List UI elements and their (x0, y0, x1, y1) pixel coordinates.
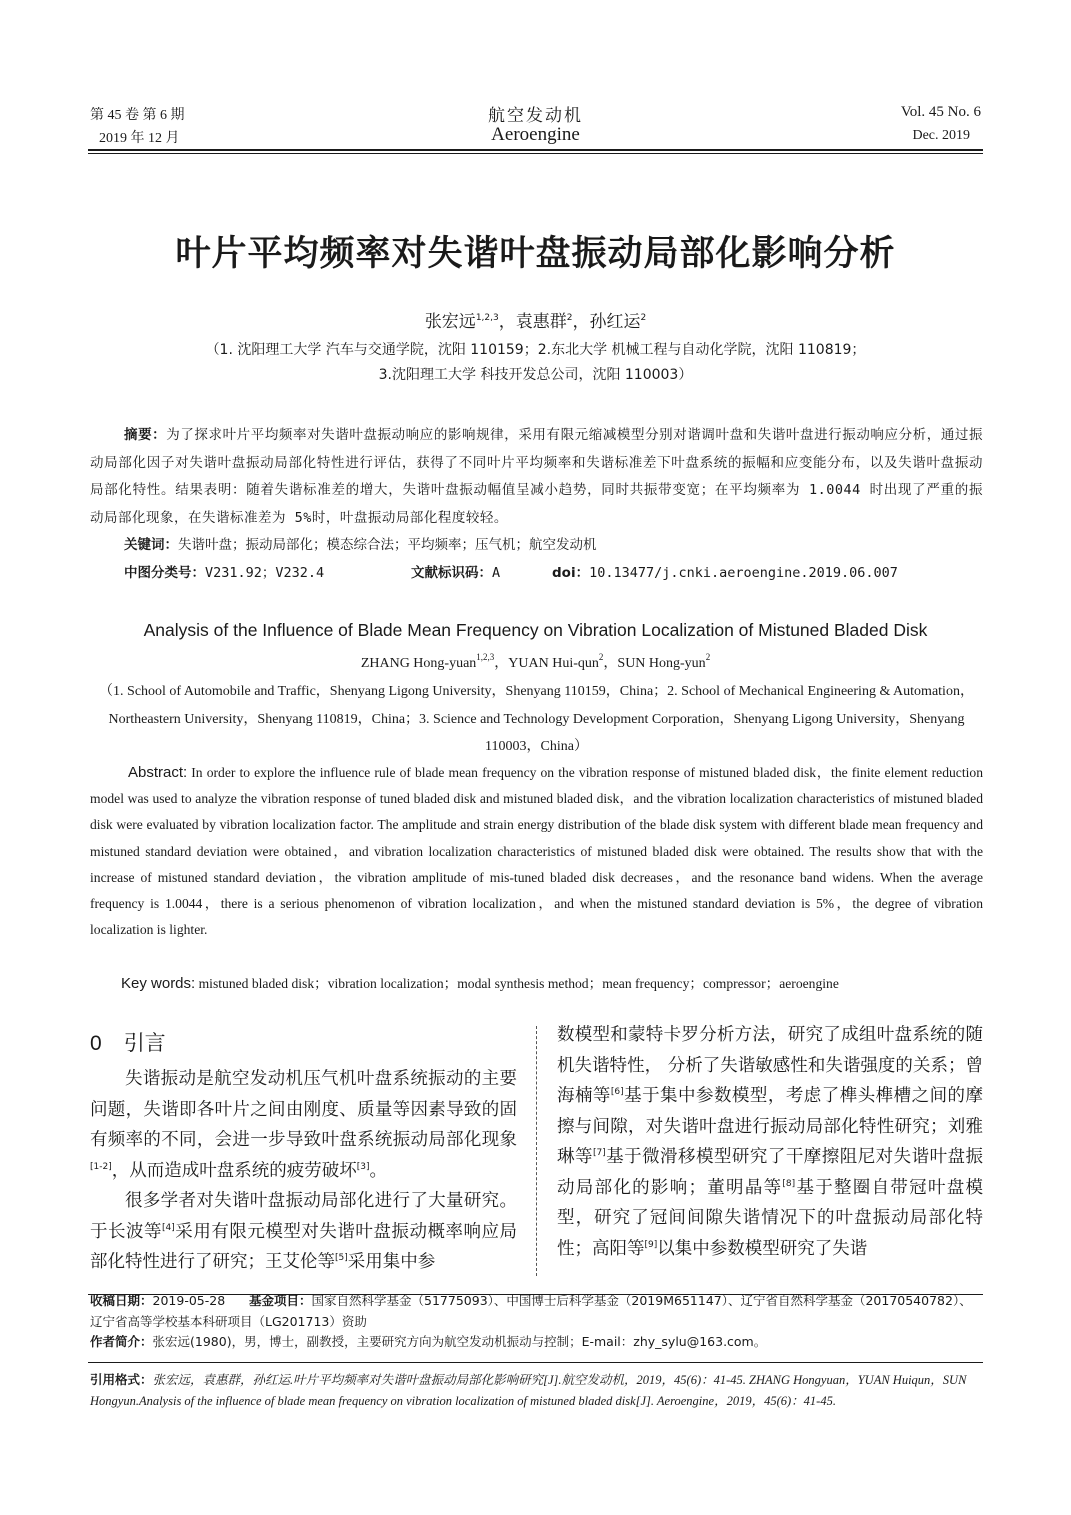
citation-ref[interactable]: [4] (162, 1222, 175, 1233)
abstract-en-label: Abstract: (128, 764, 188, 781)
abstract-en (90, 760, 983, 943)
citation-label: 引用格式： (90, 1372, 153, 1387)
author-name: ，孙红运 (572, 312, 641, 332)
section-number: 0 (90, 1032, 102, 1055)
fund-label: 基金项目： (249, 1293, 312, 1308)
body-paragraph (90, 1186, 517, 1278)
footnote-author (90, 1332, 983, 1353)
header-rule-thin (88, 153, 983, 154)
citation-text: 张宏远，袁惠群，孙红运.叶片平均频率对失谐叶盘振动局部化影响研究[J].航空发动机，2019，45(6)：41-45. ZHANG Hongyuan，YUAN Huiqun，SUN Hongyun.Analysis of the influence of blade mean frequency on vibration localization of mistuned bladed disk[J]. Aeroengine，2019，45(6)：41-45. (90, 1373, 967, 1408)
abstract-cn (90, 422, 983, 532)
body-text: 以集中参数模型研究了失谐 (657, 1238, 868, 1259)
author-affiliation-mark: 2 (640, 313, 647, 323)
keywords-cn-label: 关键词： (124, 537, 178, 553)
citation-ref[interactable]: [1-2] (90, 1161, 112, 1172)
body-text: 。 (369, 1160, 387, 1181)
section-heading (90, 1027, 166, 1057)
journal-name-en: Aeroengine (491, 124, 580, 145)
footnote-funding (90, 1291, 983, 1332)
abstract-cn-text: 为了探求叶片平均频率对失谐叶盘振动响应的影响规律，采用有限元缩减模型分别对谐调叶盘和失谐叶盘进行振动响应分析，通过振动局部化因子对失谐叶盘振动局部化特性进行评估，获得了不同叶片平均频率和失谐标准差下叶盘系统的振幅和应变能分布，以及失谐叶盘振动局部化特性。结果表明：随着失谐标准差的增大，失谐叶盘振动幅值呈减小趋势，同时共振带变宽；在平均频率为 1.0044 时出现了严重的振动局部化现象，在失谐标准差为 5%时，叶盘振动局部化程度较轻。 (90, 427, 983, 526)
citation-ref[interactable]: [6] (610, 1087, 624, 1097)
journal-volume-cn: 第 45 卷 第 6 期 (90, 108, 185, 123)
body-paragraph (557, 1020, 983, 1264)
citation-ref[interactable]: [7] (592, 1148, 606, 1158)
received-date: 2019-05-28 (152, 1293, 226, 1308)
author-name: ZHANG Hong-yuan (360, 656, 477, 671)
keywords-cn-text: 失谐叶盘；振动局部化；模态综合法；平均频率；压气机；航空发动机 (178, 537, 597, 553)
authors-en (0, 652, 1071, 672)
doi-label: doi： (552, 565, 590, 581)
keywords-en (121, 972, 839, 992)
affiliation-en: （1. School of Automobile and Traffic，Shenyang Ligong University，Shenyang 110159，China；2. School of Mechanical Engineering & Automation，Northeastern University，Shenyang 110819，China；3. Science and Technology Development Corporation，Shenyang Ligong University，Shenyang 110003，China） (99, 684, 974, 754)
fund-value: 国家自然科学基金（51775093）、中国博士后科学基金（2019M651147）、辽宁省自然科学基金（20170540782）、辽宁省高等学校基本科研项目（LG201713）资助 (90, 1293, 972, 1329)
journal-date-en: Dec. 2019 (912, 128, 970, 143)
paper-title-en: Analysis of the Influence of Blade Mean Frequency on Vibration Localization of Mistuned Bladed Disk (143, 620, 928, 640)
citation-ref[interactable]: [8] (782, 1178, 796, 1189)
column-separator (536, 1026, 537, 1276)
author-bio-value: 张宏远(1980)，男，博士，副教授，主要研究方向为航空发动机振动与控制；E-mail：zhy_sylu@163.com。 (152, 1334, 767, 1349)
document-code-label: 文献标识码： (411, 565, 492, 581)
abstract-cn-label: 摘要： (124, 427, 167, 443)
citation-ref[interactable]: [3] (356, 1161, 370, 1172)
keywords-cn (124, 533, 597, 553)
footnote (90, 1291, 983, 1353)
body-text: 基于整圈自带冠叶盘模型，研究了冠间间隙失谐情况下的叶盘振动局部化特性；高阳等 (557, 1177, 984, 1259)
keywords-en-text: mistuned bladed disk；vibration localization；modal synthesis method；mean frequency；compressor；aeroengine (195, 976, 839, 991)
body-text: 基于微滑移模型研究了干摩擦阻尼对失谐叶盘振动局部化的影响；董明晶等 (557, 1147, 984, 1198)
citation-format (90, 1369, 983, 1412)
body-text: ，从而造成叶盘系统的疲劳破坏 (111, 1160, 357, 1181)
body-text: 采用有限元模型对失谐叶盘振动概率响应局部化特性进行了研究；王艾伦等 (90, 1221, 518, 1272)
doi-value: 10.13477/j.cnki.aeroengine.2019.06.007 (589, 565, 898, 581)
body-text: 失谐振动是航空发动机压气机叶盘系统振动的主要问题，失谐即各叶片之间由刚度、质量等因素导致的固有频率的不同，会进一步导致叶盘系统振动局部化现象 (90, 1069, 517, 1150)
doi (552, 561, 898, 581)
author-name: ，YUAN Hui-qun (494, 656, 599, 671)
author-name: ，SUN Hong-yun (603, 656, 706, 671)
author-name: 张宏远 (424, 312, 476, 332)
received-label: 收稿日期： (90, 1293, 153, 1308)
affiliation-cn-line: 3.沈阳理工大学 科技开发总公司，沈阳 110003） (378, 367, 693, 383)
document-code (411, 561, 500, 581)
clc-label: 中图分类号： (124, 565, 205, 581)
document-code-value: A (492, 565, 501, 581)
body-text: 基于集中参数模型，考虑了榫头榫槽之间的摩擦与间隙，对失谐叶盘进行振动局部化特性研究；刘雅琳等 (557, 1086, 984, 1167)
paper-title-cn: 叶片平均频率对失谐叶盘振动局部化影响分析 (175, 234, 896, 274)
affiliation-cn-line: （1. 沈阳理工大学 汽车与交通学院，沈阳 110159；2.东北大学 机械工程与自动化学院，沈阳 110819； (205, 342, 866, 358)
author-affiliation-mark: 1,2,3 (476, 652, 495, 662)
author-affiliation-mark: 2 (566, 313, 573, 323)
body-column-left (90, 1064, 517, 1278)
clc-value: V231.92；V232.4 (205, 565, 325, 581)
journal-name-cn: 航空发动机 (488, 106, 583, 126)
citation-ref[interactable]: [9] (644, 1239, 658, 1250)
body-paragraph (90, 1064, 517, 1186)
author-affiliation-mark: 2 (705, 652, 711, 662)
body-text: 采用集中参 (347, 1252, 436, 1272)
abstract-en-text: In order to explore the influence rule of blade mean frequency on the vibration response of mistuned bladed disk，the finite element reduction model was used to analyze the vibration response of tuned bladed disk and mistuned bladed disk，and the vibration localization characteristics of mistuned bladed disk were evaluated by vibration localization factor. The amplitude and strain energy distribution of the blade disk system with different blade mean frequency and mistuned standard deviation were obtained，and vibration localization characteristics of mistuned bladed disk were obtained. The results show that with the increase of mistuned standard deviation，the vibration amplitude of mis-tuned bladed disk decreases，and the resonance band widens. When the average frequency is 1.0044，there is a serious phenomenon of vibration localization，and when the mistuned standard deviation is 5%，the degree of vibration localization is lighter. (90, 765, 983, 938)
keywords-en-label: Key words: (121, 975, 196, 992)
authors-cn (0, 307, 1071, 332)
author-affiliation-mark: 1,2,3 (475, 313, 499, 323)
body-text: 数模型和蒙特卡罗分析方法，研究了成组叶盘系统的随机失谐特性， 分析了失谐敏感性和失谐强度的关系；曾海楠等 (557, 1025, 983, 1106)
journal-volume-en: Vol. 45 No. 6 (900, 104, 981, 120)
clc-number (124, 561, 324, 581)
section-title: 引言 (123, 1031, 166, 1055)
header-rule (88, 149, 983, 151)
author-affiliation-mark: 2 (598, 652, 604, 662)
author-bio-label: 作者简介： (90, 1334, 153, 1349)
citation-rule (88, 1362, 983, 1363)
author-name: ，袁惠群 (498, 312, 567, 332)
journal-date-cn: 2019 年 12 月 (99, 131, 180, 146)
body-text: 很多学者对失谐叶盘振动局部化进行了大量研究。于长波等 (90, 1191, 517, 1242)
citation-ref[interactable]: [5] (335, 1253, 348, 1263)
body-column-right (557, 1020, 983, 1264)
